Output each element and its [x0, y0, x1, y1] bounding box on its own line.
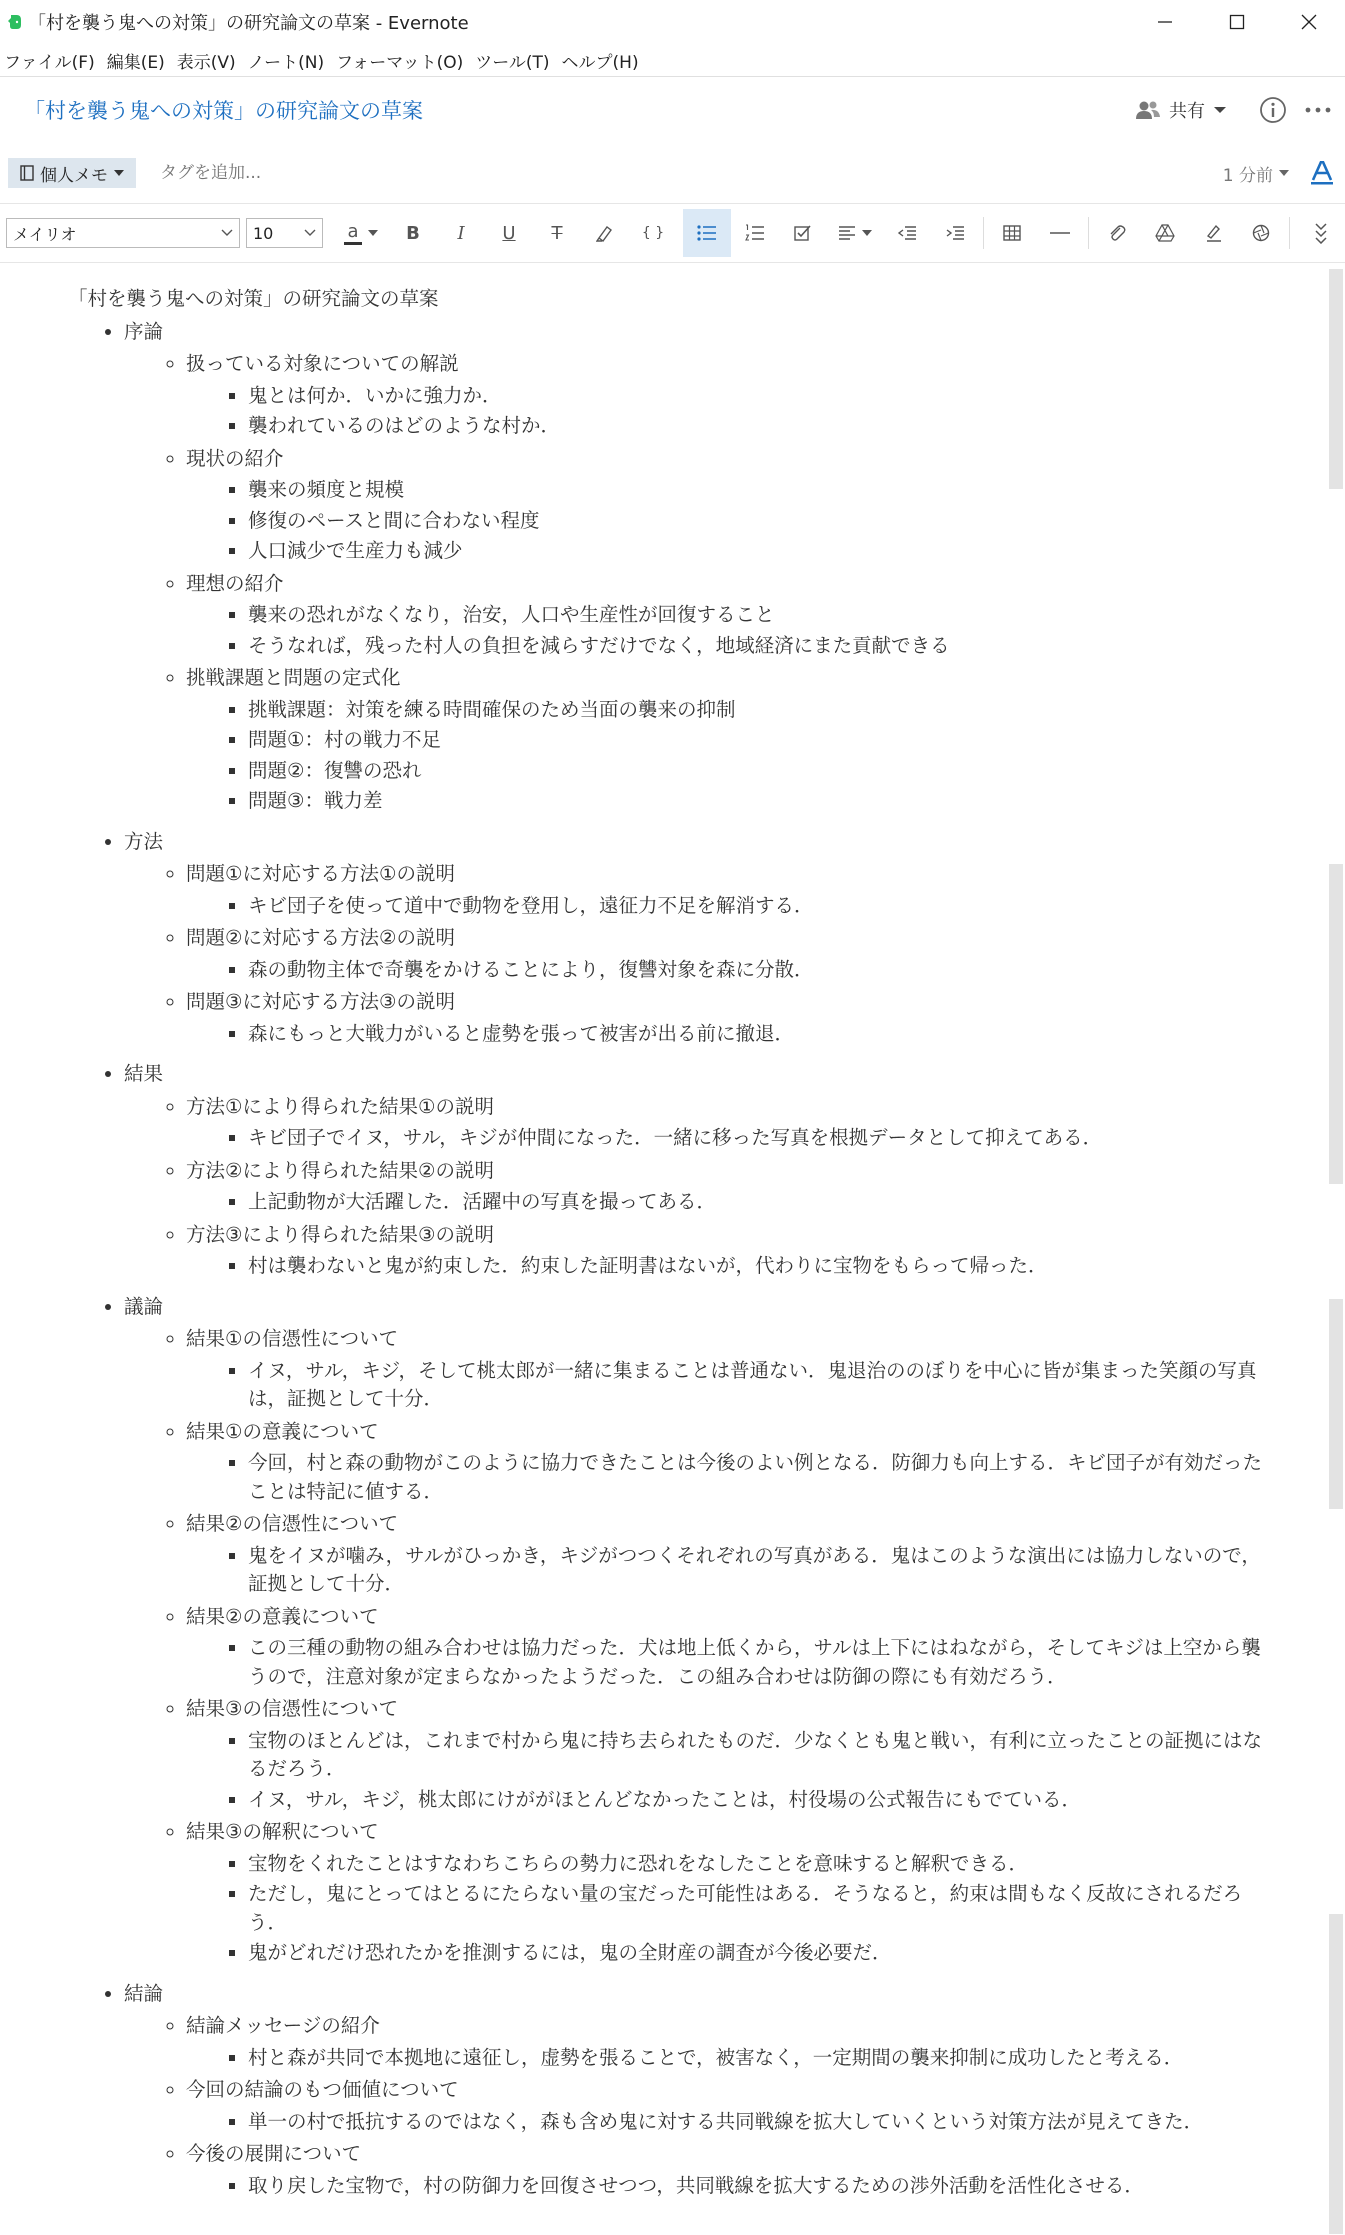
point-list: [186, 1357, 1268, 1414]
strikethrough-button[interactable]: [533, 209, 581, 257]
section-label: 結果: [124, 1062, 164, 1085]
minimize-button[interactable]: [1129, 0, 1201, 44]
subsection-label: 結果①の信憑性について: [186, 1327, 399, 1350]
point-list: [186, 1020, 1268, 1049]
attach-button[interactable]: [1093, 209, 1141, 257]
subsection-label: 問題①に対応する方法①の説明: [186, 862, 455, 885]
outline-point: ▪ 今回，村と森の動物がこのように協力できたことは今後のよい例となる．防御力も向上する．キビ団子が有効だったことは特記に値する．: [248, 1449, 1268, 1506]
outline-subsection: [186, 2138, 1268, 2200]
people-icon: [1135, 100, 1161, 120]
code-icon: { }: [641, 225, 665, 241]
outline-section: [124, 826, 1268, 1049]
outline-point: ▪ 人口減少で生産力も減少: [248, 537, 1268, 566]
outline-subsection: [186, 858, 1268, 920]
outline-point: ▪ 森にもっと大戦力がいると虚勢を張って被害が出る前に撤退．: [248, 1020, 1268, 1049]
outline-point: ▪ この三種の動物の組み合わせは協力だった．犬は地上低くから，サルは上下にはねながら，そしてキジは上空から襲うので，注意対象が定まらなかったようだった．この組み合わせは防御の際にも有効だろう．: [248, 1634, 1268, 1691]
subsection-list: [124, 858, 1268, 1048]
tag-bar: [0, 143, 1345, 204]
outline-point: ▪ ただし，鬼にとってはとるにたらない量の宝だった可能性はある．そうなると，約束は間もなく反故にされるだろう．: [248, 1880, 1268, 1937]
caret-down-icon: [1213, 105, 1227, 115]
subsection-label: 結論メッセージの紹介: [186, 2014, 380, 2037]
outline-point: ▪ 単一の村で抵抗するのではなく，森も含め鬼に対する共同戦線を拡大していくという対策方法が見えてきた．: [248, 2108, 1268, 2137]
subsection-label: 現状の紹介: [186, 446, 284, 470]
text-color-button[interactable]: [333, 209, 389, 257]
point-list: [186, 1634, 1268, 1691]
scrollbar-thumb[interactable]: [1329, 1914, 1343, 2234]
caret-down-icon: [862, 229, 872, 237]
note-header: [0, 77, 1345, 143]
outline-point: ▪ 襲来の頻度と規模: [248, 476, 1268, 505]
outline-point: ▪ 挑戦課題：対策を練る時間確保のため当面の襲来の抑制: [248, 696, 1268, 725]
numbered-list-icon: [745, 224, 765, 242]
section-label: 方法: [124, 829, 164, 853]
caret-down-icon: [1279, 169, 1289, 177]
point-list: [186, 1449, 1268, 1506]
doc-heading: 「村を襲う鬼への対策」の研究論文の草案: [68, 287, 439, 310]
code-block-button[interactable]: [629, 209, 677, 257]
info-icon[interactable]: [1259, 96, 1287, 124]
outline-subsection: [186, 1323, 1268, 1414]
outline-point: ▪ 修復のペースと間に合わない程度: [248, 507, 1268, 536]
outline-subsection: [186, 986, 1268, 1048]
outline-subsection: [186, 2074, 1268, 2136]
tag-input[interactable]: [158, 162, 462, 184]
close-button[interactable]: [1273, 0, 1345, 44]
last-updated[interactable]: [1223, 161, 1289, 186]
tag-bar-right: [1223, 143, 1333, 203]
point-list: [186, 1850, 1268, 1968]
menu-file[interactable]: ファイル(F): [4, 52, 95, 73]
menu-edit[interactable]: 編集(E): [106, 52, 165, 73]
share-button[interactable]: [1135, 97, 1227, 123]
last-updated-label: 1 分前: [1222, 165, 1273, 186]
point-list: [186, 1188, 1268, 1217]
outline-subsection: [186, 348, 1268, 441]
toolbar-divider: [983, 217, 984, 249]
highlight-button[interactable]: [581, 209, 629, 257]
evernote-logo-icon: [8, 14, 22, 30]
outline-point: ▪ イヌ，サル，キジ，そして桃太郎が一緒に集まることは普通ない．鬼退治ののぼりを中心に皆が集まった笑顔の写真は，証拠として十分．: [248, 1357, 1268, 1414]
subsection-label: 扱っている対象についての解説: [186, 352, 459, 375]
outline-point: ▪ 取り戻した宝物で，村の防御力を回復させつつ，共同戦線を拡大するための渉外活動を活性化させる．: [248, 2172, 1268, 2201]
point-list: [186, 1542, 1268, 1599]
font-format-icon[interactable]: [1311, 161, 1333, 185]
menu-view[interactable]: 表示(V): [176, 52, 236, 73]
scrollbar-thumb[interactable]: [1329, 269, 1343, 489]
underline-button[interactable]: [485, 209, 533, 257]
checkbox-icon: [794, 224, 812, 242]
subsection-label: 問題②に対応する方法②の説明: [186, 926, 455, 949]
bulleted-list-icon: [697, 224, 717, 242]
chevron-down-icon: [304, 229, 316, 237]
subsection-label: 方法①により得られた結果①の説明: [186, 1094, 494, 1118]
menu-tools[interactable]: ツール(T): [475, 52, 550, 73]
outline-point: ▪ イヌ，サル，キジ，桃太郎にけががほとんどなかったことは，村役場の公式報告にもでている．: [248, 1786, 1268, 1815]
outline-point: ▪ 問題③：戦力差: [248, 787, 1268, 816]
outline-subsection: [186, 1508, 1268, 1599]
point-list: [186, 2044, 1268, 2073]
scrollbar-thumb[interactable]: [1329, 1299, 1343, 1509]
google-drive-button[interactable]: [1141, 209, 1189, 257]
indent-icon: [945, 225, 965, 241]
note-editor[interactable]: [0, 263, 1345, 2235]
italic-icon: I: [457, 222, 465, 244]
subsection-list: [124, 348, 1268, 816]
outline-subsection: [186, 1219, 1268, 1281]
subsection-label: 問題③に対応する方法③の説明: [186, 990, 455, 1013]
outline-point: ▪ 問題②：復讐の恐れ: [248, 757, 1268, 786]
outline-section: [124, 316, 1268, 816]
caret-down-icon: [368, 229, 378, 237]
outline-subsection: [186, 1155, 1268, 1217]
outline-subsection: [186, 1091, 1268, 1153]
outline-point: ▪ 鬼がどれだけ恐れたかを推測するには，鬼の全財産の調査が今後必要だ．: [248, 1939, 1268, 1968]
outline-subsection: [186, 2010, 1268, 2072]
font-size-select[interactable]: [246, 218, 323, 248]
subsection-label: 方法②により得られた結果②の説明: [186, 1158, 494, 1182]
subsection-label: 今後の展開について: [186, 2142, 362, 2165]
point-list: [186, 1124, 1268, 1153]
more-options-icon[interactable]: [1305, 106, 1331, 114]
section-label: 結論: [124, 1981, 164, 2005]
outline-point: ▪ 鬼とは何か．いかに強力か．: [248, 382, 1268, 411]
close-icon: [1301, 14, 1317, 30]
subsection-list: [124, 2010, 1268, 2200]
minimize-icon: [1157, 14, 1173, 30]
outline-subsection: [186, 662, 1268, 816]
underline-icon: U: [502, 222, 516, 244]
subsection-label: 今回の結論のもつ価値について: [186, 2078, 459, 2101]
subsection-label: 結果②の信憑性について: [186, 1512, 399, 1535]
maximize-button[interactable]: [1201, 0, 1273, 44]
subsection-list: [124, 1323, 1268, 1968]
google-drive-icon: [1155, 224, 1175, 242]
subsection-list: [124, 1091, 1268, 1281]
toolbar-divider: [1088, 217, 1089, 249]
note-body[interactable]: [68, 283, 1268, 2202]
outline-point: ▪ 上記動物が大活躍した．活躍中の写真を撮ってある．: [248, 1188, 1268, 1217]
point-list: [186, 1252, 1268, 1281]
section-label: 序論: [124, 319, 164, 343]
notebook-label: 個人メモ: [40, 165, 108, 186]
outline-subsection: [186, 443, 1268, 566]
aperture-icon: [1252, 224, 1270, 242]
subsection-label: 結果②の意義について: [186, 1604, 379, 1628]
outline-subsection: [186, 1816, 1268, 1968]
chevron-down-icon: [221, 229, 233, 237]
bulleted-list-button[interactable]: [683, 209, 731, 257]
point-list: [186, 601, 1268, 660]
outline-subsection: [186, 922, 1268, 984]
outline-point: ▪ 村と森が共同で本拠地に遠征し，虚勢を張ることで，被害なく，一定期間の襲来抑制に成功したと考える．: [248, 2044, 1268, 2073]
text-color-icon: a: [344, 222, 361, 245]
notebook-icon: [20, 165, 34, 181]
strikethrough-icon: T: [551, 222, 563, 244]
font-family-select[interactable]: [6, 218, 240, 248]
outdent-button[interactable]: [883, 209, 931, 257]
outline-list: [68, 316, 1268, 2201]
align-left-icon: [838, 225, 856, 241]
camera-button[interactable]: [1237, 209, 1285, 257]
bold-button[interactable]: [389, 209, 437, 257]
outline-point: ▪ 村は襲わないと鬼が約束した．約束した証明書はないが，代わりに宝物をもらって帰った．: [248, 1252, 1268, 1281]
horizontal-rule-icon: [1050, 231, 1070, 235]
font-family-value: メイリオ: [13, 224, 77, 244]
font-size-value: 10: [253, 223, 274, 243]
note-header-actions: [1135, 77, 1331, 143]
outline-point: ▪ そうなれば，残った村人の負担を減らすだけでなく，地域経済にまた貢献できる: [248, 632, 1268, 661]
outline-point: ▪ 森の動物主体で奇襲をかけることにより，復讐対象を森に分散．: [248, 956, 1268, 985]
sketch-button[interactable]: [1189, 209, 1237, 257]
point-list: [186, 1727, 1268, 1815]
italic-button[interactable]: [437, 209, 485, 257]
bold-icon: B: [406, 222, 420, 244]
caret-down-icon: [114, 169, 124, 177]
subsection-label: 結果③の解釈について: [186, 1820, 379, 1843]
subsection-label: 挑戦課題と問題の定式化: [186, 666, 401, 689]
subsection-label: 結果①の意義について: [186, 1419, 379, 1443]
point-list: [186, 696, 1268, 816]
outline-subsection: [186, 1601, 1268, 1692]
checklist-button[interactable]: [779, 209, 827, 257]
more-tools-button[interactable]: [1297, 209, 1345, 257]
outline-section: [124, 1291, 1268, 1968]
outline-point: ▪ 宝物のほとんどは，これまで村から鬼に持ち去られたものだ．少なくとも鬼と戦い，有利に立ったことの証拠にはなるだろう．: [248, 1727, 1268, 1784]
insert-table-button[interactable]: [988, 209, 1036, 257]
horizontal-rule-button[interactable]: [1036, 209, 1084, 257]
outline-point: ▪ 襲われているのはどのような村か．: [248, 412, 1268, 441]
share-label: 共有: [1169, 101, 1205, 122]
subsection-label: 結果③の信憑性について: [186, 1697, 399, 1720]
point-list: [186, 382, 1268, 441]
outline-point: ▪ 襲来の恐れがなくなり，治安，人口や生産性が回復すること: [248, 601, 1268, 630]
outline-section: [124, 1058, 1268, 1281]
point-list: [186, 476, 1268, 566]
double-chevron-down-icon: [1314, 222, 1328, 244]
indent-button[interactable]: [931, 209, 979, 257]
outline-point: ▪ キビ団子を使って道中で動物を登用し，遠征力不足を解消する．: [248, 892, 1268, 921]
notebook-selector[interactable]: [8, 158, 136, 188]
menu-note[interactable]: ノート(N): [247, 52, 325, 73]
outline-subsection: [186, 1416, 1268, 1507]
point-list: [186, 892, 1268, 921]
outline-point: ▪ キビ団子でイヌ，サル，キジが仲間になった．一緒に移った写真を根拠データとして抑えてある．: [248, 1124, 1268, 1153]
title-bar: [0, 0, 1345, 44]
toolbar-divider: [1289, 217, 1290, 249]
scrollbar-thumb[interactable]: [1329, 864, 1343, 1184]
point-list: [186, 2172, 1268, 2201]
outline-section: [124, 1978, 1268, 2201]
point-list: [186, 2108, 1268, 2137]
menu-bar: [0, 44, 1345, 77]
outline-subsection: [186, 568, 1268, 661]
align-button[interactable]: [827, 209, 883, 257]
table-icon: [1003, 225, 1021, 241]
maximize-icon: [1229, 14, 1245, 30]
format-toolbar: [0, 204, 1345, 263]
paperclip-icon: [1108, 224, 1126, 242]
outdent-icon: [897, 225, 917, 241]
note-title[interactable]: 「村を襲う鬼への対策」の研究論文の草案: [24, 99, 423, 123]
outline-subsection: [186, 1693, 1268, 1814]
section-label: 議論: [124, 1294, 164, 1318]
outline-point: ▪ 問題①：村の戦力不足: [248, 726, 1268, 755]
subsection-label: 理想の紹介: [186, 571, 284, 595]
menu-help[interactable]: ヘルプ(H): [561, 52, 639, 73]
vertical-scrollbar[interactable]: [1329, 269, 1343, 2235]
outline-point: ▪ 宝物をくれたことはすなわちこちらの勢力に恐れをなしたことを意味すると解釈できる．: [248, 1850, 1268, 1879]
point-list: [186, 956, 1268, 985]
subsection-label: 方法③により得られた結果③の説明: [186, 1222, 494, 1246]
outline-point: ▪ 鬼をイヌが噛み，サルがひっかき，キジがつつくそれぞれの写真がある．鬼はこのような演出には協力しないので，証拠として十分．: [248, 1542, 1268, 1599]
highlighter-icon: [596, 224, 614, 242]
menu-format[interactable]: フォーマット(O): [336, 52, 464, 73]
numbered-list-button[interactable]: [731, 209, 779, 257]
sketch-pen-icon: [1204, 224, 1222, 242]
window-controls: [1129, 0, 1345, 44]
window-title: 「村を襲う鬼への対策」の研究論文の草案 - Evernote: [28, 13, 469, 34]
